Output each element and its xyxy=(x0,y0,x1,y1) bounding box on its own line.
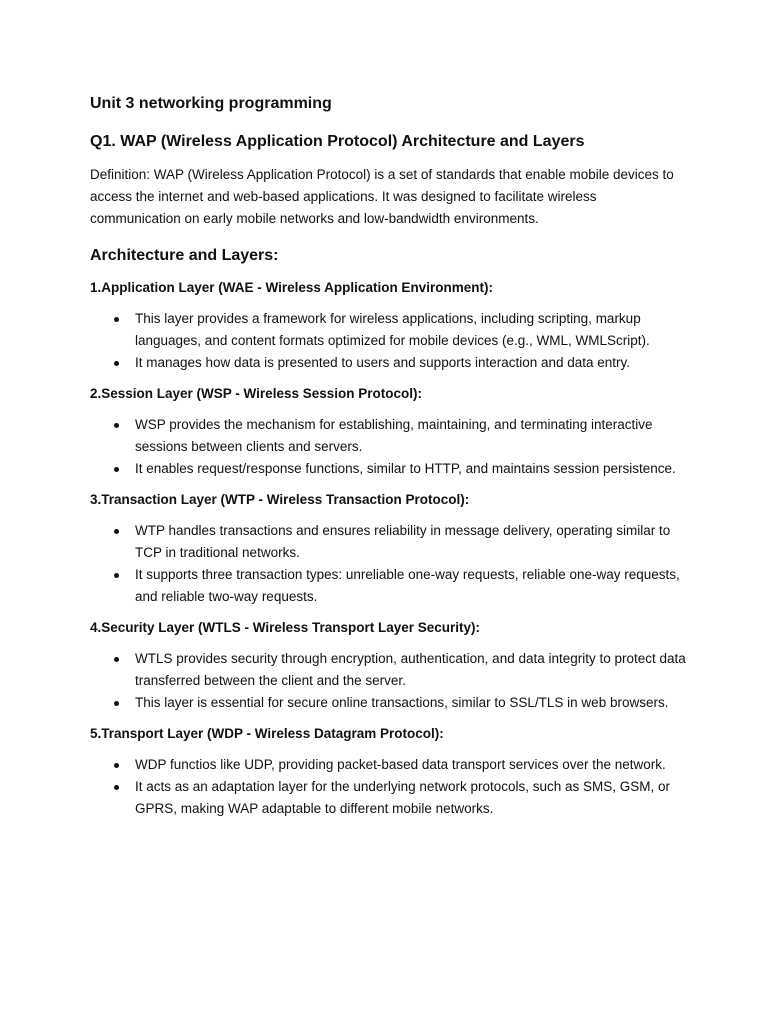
bullet-list xyxy=(90,308,690,374)
bullet-list xyxy=(90,648,690,714)
bullet-text: It acts as an adaptation layer for the underlying network protocols, such as SMS, GSM, or GPRS, making WAP adaptable to different mobile networks. xyxy=(135,779,671,816)
bullet-list xyxy=(90,520,690,608)
section-security-layer xyxy=(90,616,690,714)
section-title: 3.Transaction Layer (WTP - Wireless Transaction Protocol): xyxy=(90,492,470,507)
section-title: 4.Security Layer (WTLS - Wireless Transport Layer Security): xyxy=(90,620,481,635)
bullet-list xyxy=(90,414,690,480)
bullet-text: WTP handles transactions and ensures reliability in message delivery, operating similar to TCP in traditional networks. xyxy=(135,523,671,560)
bullet-text: It manages how data is presented to users and supports interaction and data entry. xyxy=(135,355,631,370)
bullet-icon xyxy=(114,763,119,768)
bullet-icon xyxy=(114,573,119,578)
bullet-text: It enables request/response functions, similar to HTTP, and maintains session persistence. xyxy=(135,461,676,476)
section-title: 2.Session Layer (WSP - Wireless Session Protocol): xyxy=(90,386,422,401)
list-item xyxy=(90,520,690,564)
list-item xyxy=(90,308,690,352)
list-item xyxy=(90,776,690,820)
section-title: 1.Application Layer (WAE - Wireless Application Environment): xyxy=(90,280,493,295)
bullet-icon xyxy=(114,529,119,534)
list-item xyxy=(90,414,690,458)
list-item xyxy=(90,648,690,692)
bullet-icon xyxy=(114,361,119,366)
bullet-text: WTLS provides security through encryption, authentication, and data integrity to protect data transferred between the client and the server. xyxy=(135,651,686,688)
list-item xyxy=(90,564,690,608)
question-heading: Q1. WAP (Wireless Application Protocol) Architecture and Layers xyxy=(90,133,585,150)
bullet-icon xyxy=(114,317,119,322)
document-title: Unit 3 networking programming xyxy=(90,95,332,112)
list-item xyxy=(90,458,690,480)
bullet-text: This layer provides a framework for wireless applications, including scripting, markup languages, and content formats optimized for mobile devices (e.g., WML, WMLScript). xyxy=(135,311,650,348)
list-item xyxy=(90,352,690,374)
bullet-text: WSP provides the mechanism for establishing, maintaining, and terminating interactive sessions between clients and servers. xyxy=(135,417,653,454)
bullet-icon xyxy=(114,423,119,428)
bullet-icon xyxy=(114,785,119,790)
list-item xyxy=(90,754,690,776)
section-application-layer xyxy=(90,276,690,374)
definition-paragraph: Definition: WAP (Wireless Application Protocol) is a set of standards that enable mobile devices to access the internet and web-based applications. It was designed to facilitate wireless communication on early mobile networks and low-bandwidth environments. xyxy=(90,167,674,226)
architecture-heading: Architecture and Layers: xyxy=(90,247,279,264)
bullet-text: WDP functios like UDP, providing packet-based data transport services over the network. xyxy=(135,757,666,772)
bullet-icon xyxy=(114,657,119,662)
list-item xyxy=(90,692,690,714)
section-session-layer xyxy=(90,382,690,480)
document-body xyxy=(90,90,690,820)
section-title: 5.Transport Layer (WDP - Wireless Datagram Protocol): xyxy=(90,726,444,741)
section-transaction-layer xyxy=(90,488,690,608)
bullet-text: It supports three transaction types: unreliable one-way requests, reliable one-way requests, and reliable two-way requests. xyxy=(135,567,680,604)
bullet-icon xyxy=(114,467,119,472)
bullet-text: This layer is essential for secure online transactions, similar to SSL/TLS in web browsers. xyxy=(135,695,669,710)
section-transport-layer xyxy=(90,722,690,820)
bullet-icon xyxy=(114,701,119,706)
bullet-list xyxy=(90,754,690,820)
